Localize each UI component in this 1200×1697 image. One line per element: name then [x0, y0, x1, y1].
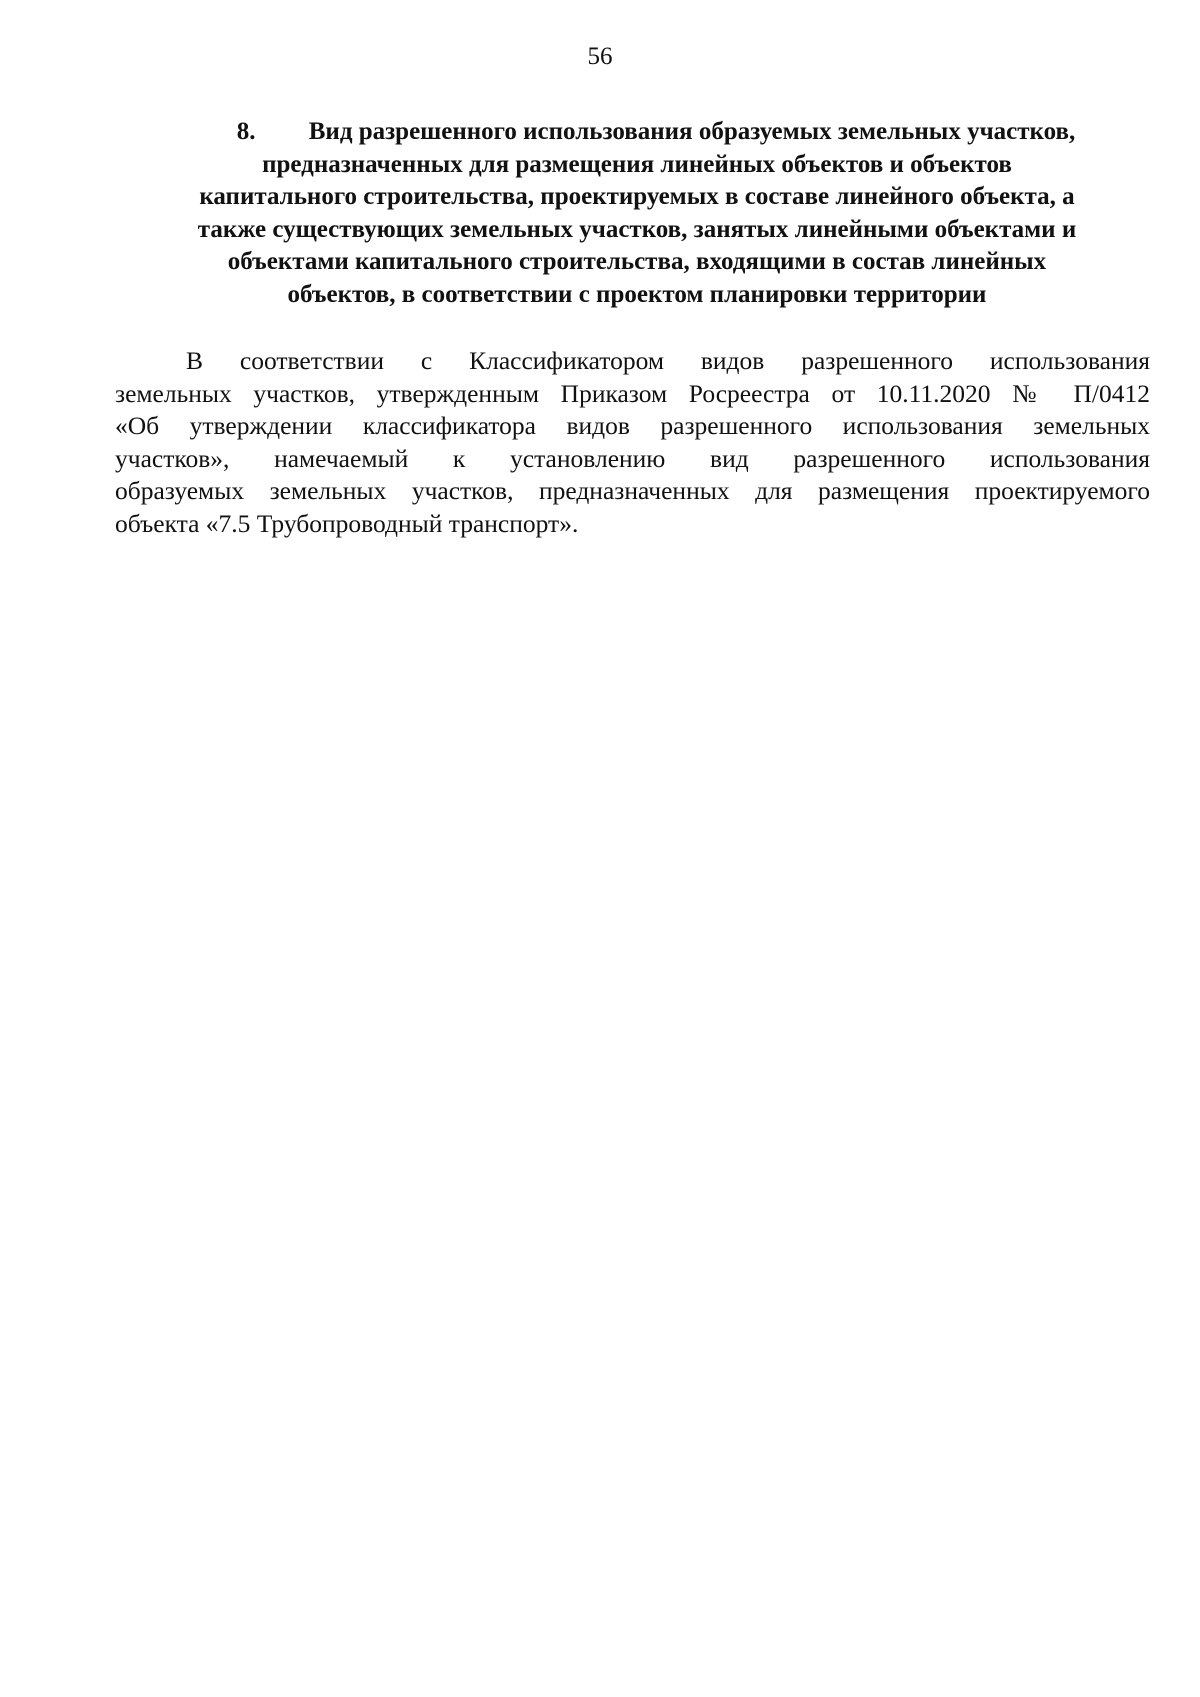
- body-paragraph: [115, 345, 1150, 541]
- section-heading: [122, 116, 1152, 311]
- body-line-2: земельных участков, утвержденным Приказом Росреестра от 10.11.2020 № П/0412: [115, 378, 1150, 408]
- page-number: 56: [587, 43, 613, 70]
- heading-line-2: предназначенных для размещения линейных объектов и объектов: [262, 150, 1012, 178]
- heading-line-text: Вид разрешенного использования образуемых земельных участков,: [308, 118, 1076, 145]
- body-line-4: участков», намечаемый к установлению вид разрешенного использования: [115, 443, 1150, 473]
- body-line-5: образуемых земельных участков, предназначенных для размещения проектируемого: [115, 476, 1150, 506]
- heading-line-1: [122, 116, 1152, 149]
- heading-line-4: также существующих земельных участков, занятых линейными объектами и: [197, 215, 1077, 243]
- heading-line-3: капитального строительства, проектируемых в составе линейного объекта, а: [199, 183, 1075, 210]
- body-line-1: В соответствии с Классификатором видов разрешенного использования: [186, 346, 1150, 375]
- body-line-6: объекта «7.5 Трубопроводный транспорт».: [115, 508, 579, 538]
- heading-line-6: объектов, в соответствии с проектом планировки территории: [287, 280, 987, 308]
- body-line-3: «Об утверждении классификатора видов разрешенного использования земельных: [115, 411, 1150, 441]
- heading-line-5: объектами капитального строительства, входящими в состав линейных: [227, 248, 1047, 275]
- section-number: 8.: [236, 118, 256, 145]
